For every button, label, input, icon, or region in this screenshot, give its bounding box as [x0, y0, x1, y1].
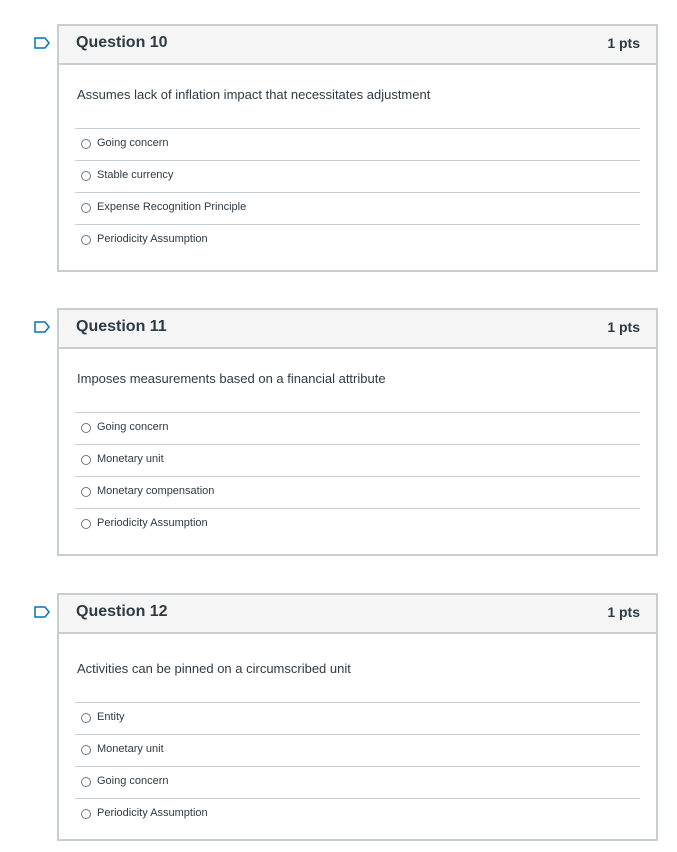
- question-title: Question 11: [76, 318, 167, 335]
- answer-option[interactable]: [75, 767, 640, 799]
- answer-list: [75, 128, 640, 256]
- radio-button-icon[interactable]: [81, 455, 91, 465]
- answer-option[interactable]: [75, 445, 640, 477]
- radio-button-icon[interactable]: [81, 519, 91, 529]
- answer-option[interactable]: [75, 477, 640, 509]
- question-header: [59, 26, 656, 65]
- question-title: Question 10: [76, 34, 168, 51]
- answer-option[interactable]: [75, 799, 640, 830]
- answer-option[interactable]: [75, 509, 640, 540]
- answer-option[interactable]: [75, 225, 640, 256]
- question-text: Assumes lack of inflation impact that necessitates adjustment: [77, 87, 431, 102]
- question-card: [57, 24, 658, 272]
- radio-button-icon[interactable]: [81, 423, 91, 433]
- answer-label[interactable]: Monetary unit: [97, 453, 164, 465]
- flag-question-icon[interactable]: [34, 606, 50, 618]
- radio-button-icon[interactable]: [81, 713, 91, 723]
- question-points: 1 pts: [607, 319, 640, 335]
- flag-question-icon[interactable]: [34, 321, 50, 333]
- question-text: Activities can be pinned on a circumscribed unit: [77, 661, 351, 676]
- question-points: 1 pts: [607, 604, 640, 620]
- answer-label[interactable]: Monetary unit: [97, 743, 164, 755]
- answer-list: [75, 412, 640, 540]
- answer-option[interactable]: [75, 129, 640, 161]
- question-title: Question 12: [76, 603, 168, 620]
- answer-option[interactable]: [75, 735, 640, 767]
- answer-label[interactable]: Entity: [97, 711, 125, 723]
- radio-button-icon[interactable]: [81, 809, 91, 819]
- answer-label[interactable]: Periodicity Assumption: [97, 233, 208, 245]
- answer-label[interactable]: Going concern: [97, 137, 169, 149]
- radio-button-icon[interactable]: [81, 487, 91, 497]
- answer-option[interactable]: [75, 161, 640, 193]
- answer-label[interactable]: Stable currency: [97, 169, 174, 181]
- question-header: [59, 595, 656, 634]
- answer-list: [75, 702, 640, 830]
- radio-button-icon[interactable]: [81, 139, 91, 149]
- answer-option[interactable]: [75, 413, 640, 445]
- radio-button-icon[interactable]: [81, 745, 91, 755]
- radio-button-icon[interactable]: [81, 203, 91, 213]
- answer-label[interactable]: Periodicity Assumption: [97, 517, 208, 529]
- flag-question-icon[interactable]: [34, 37, 50, 49]
- radio-button-icon[interactable]: [81, 235, 91, 245]
- radio-button-icon[interactable]: [81, 171, 91, 181]
- question-card: [57, 308, 658, 556]
- answer-label[interactable]: Monetary compensation: [97, 485, 215, 497]
- question-text: Imposes measurements based on a financial attribute: [77, 371, 386, 386]
- answer-option[interactable]: [75, 193, 640, 225]
- radio-button-icon[interactable]: [81, 777, 91, 787]
- answer-option[interactable]: [75, 703, 640, 735]
- answer-label[interactable]: Expense Recognition Principle: [97, 201, 247, 213]
- answer-label[interactable]: Going concern: [97, 775, 169, 787]
- answer-label[interactable]: Periodicity Assumption: [97, 807, 208, 819]
- question-points: 1 pts: [607, 35, 640, 51]
- answer-label[interactable]: Going concern: [97, 421, 169, 433]
- question-header: [59, 310, 656, 349]
- question-card: [57, 593, 658, 841]
